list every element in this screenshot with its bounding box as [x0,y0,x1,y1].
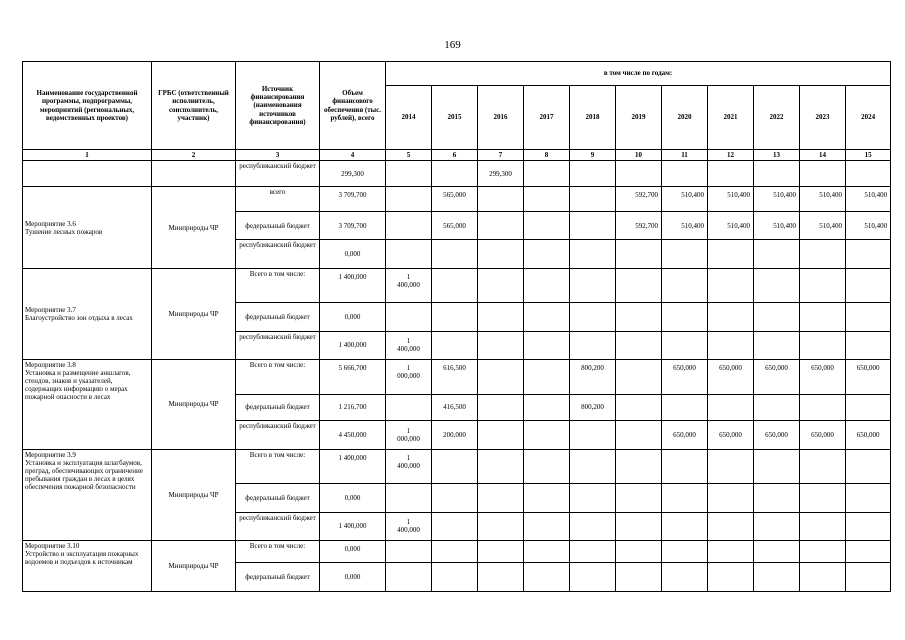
year-cell [708,240,754,268]
financing-table [22,61,891,592]
page-number: 169 [444,39,461,51]
year-cell [432,541,478,563]
year-cell [616,421,662,449]
year-cell [524,484,570,512]
year-cell [662,449,708,484]
year-cell [754,541,800,563]
volume-cell: 1 400,000 [320,268,386,303]
year-cell: 510,400 [662,211,708,239]
header-year: 2020 [662,86,708,150]
column-number: 13 [754,150,800,161]
year-cell [662,563,708,592]
column-number: 1 [23,150,152,161]
source-cell: всего [236,187,320,211]
year-cell [616,161,662,187]
column-number: 10 [616,150,662,161]
year-cell: 416,500 [432,394,478,420]
volume-cell: 0,000 [320,303,386,331]
year-cell [846,541,891,563]
year-cell: 565,000 [432,211,478,239]
source-cell: Всего в том числе: [236,449,320,484]
grbs-cell: Минприроды ЧР [152,449,236,540]
year-cell [524,541,570,563]
year-cell [570,449,616,484]
year-cell: 1 400,000 [386,512,432,540]
year-cell: 510,400 [800,211,846,239]
year-cell [478,541,524,563]
year-cell [616,512,662,540]
year-cell [570,303,616,331]
column-number: 8 [524,150,570,161]
volume-cell: 299,300 [320,161,386,187]
year-cell [754,240,800,268]
year-cell [708,484,754,512]
year-cell [432,161,478,187]
column-number: 5 [386,150,432,161]
year-cell [432,240,478,268]
volume-cell: 1 400,000 [320,449,386,484]
volume-cell: 1 400,000 [320,331,386,359]
year-cell [570,268,616,303]
year-cell [616,360,662,395]
year-cell [616,303,662,331]
header-year: 2022 [754,86,800,150]
column-number: 3 [236,150,320,161]
year-cell: 510,400 [708,211,754,239]
year-cell [846,161,891,187]
year-cell [662,394,708,420]
header-volume: Объем финансового обеспечения (тыс. рублей), всего [320,62,386,150]
year-cell [524,268,570,303]
year-cell: 800,200 [570,360,616,395]
year-cell [524,211,570,239]
header-name: Наименование государственной программы, подпрограммы, мероприятий (региональных, ведомственных проектов) [23,62,152,150]
year-cell [524,303,570,331]
year-cell [662,240,708,268]
year-cell: 510,400 [754,211,800,239]
year-cell [800,161,846,187]
year-cell [524,161,570,187]
header-source: Источник финансирования (наименования источников финансирования) [236,62,320,150]
year-cell [570,484,616,512]
year-cell [570,421,616,449]
header-year: 2016 [478,86,524,150]
table-row [23,360,891,395]
volume-cell: 5 666,700 [320,360,386,395]
year-cell: 510,400 [846,211,891,239]
year-cell [708,303,754,331]
volume-cell: 0,000 [320,563,386,592]
column-number: 9 [570,150,616,161]
year-cell [846,303,891,331]
year-cell [662,331,708,359]
year-cell: 650,000 [754,360,800,395]
year-cell [800,394,846,420]
year-cell [800,512,846,540]
year-cell: 650,000 [754,421,800,449]
source-cell: Всего в том числе: [236,268,320,303]
year-cell [846,331,891,359]
year-cell: 650,000 [662,360,708,395]
year-cell [754,449,800,484]
year-cell [432,512,478,540]
year-cell [570,541,616,563]
year-cell [754,394,800,420]
year-cell: 299,300 [478,161,524,187]
column-number: 7 [478,150,524,161]
year-cell [800,563,846,592]
source-cell: федеральный бюджет [236,563,320,592]
year-cell [616,240,662,268]
header-year: 2019 [616,86,662,150]
year-cell [800,331,846,359]
year-cell [708,563,754,592]
year-cell [846,484,891,512]
year-cell [524,360,570,395]
year-cell [754,331,800,359]
source-cell: Всего в том числе: [236,541,320,563]
year-cell [386,484,432,512]
year-cell [662,268,708,303]
year-cell [432,449,478,484]
year-cell [800,268,846,303]
column-number: 12 [708,150,754,161]
year-cell: 650,000 [800,360,846,395]
year-cell [478,394,524,420]
year-cell [616,484,662,512]
year-cell: 200,000 [432,421,478,449]
year-cell [386,187,432,211]
year-cell [800,541,846,563]
source-cell: федеральный бюджет [236,211,320,239]
year-cell [386,563,432,592]
year-cell: 510,400 [662,187,708,211]
year-cell [432,268,478,303]
year-cell: 510,400 [846,187,891,211]
year-cell: 510,400 [708,187,754,211]
grbs-cell: Минприроды ЧР [152,541,236,592]
source-cell: республиканский бюджет [236,421,320,449]
year-cell [432,331,478,359]
year-cell [478,240,524,268]
activity-name: Мероприятие 3.9 Установка и эксплуатация шлагбаумов, преград, обеспечивающих ограничение пребывания граждан в лесах в целях обеспечения пожарной безопасности [23,449,152,540]
volume-cell: 3 709,700 [320,211,386,239]
volume-cell: 0,000 [320,484,386,512]
year-cell [478,187,524,211]
activity-name: Мероприятие 3.7 Благоустройство зон отдыха в лесах [23,268,152,359]
year-cell [846,268,891,303]
year-cell: 1 000,000 [386,421,432,449]
year-cell [432,303,478,331]
year-cell [616,541,662,563]
year-cell [616,563,662,592]
year-cell [524,563,570,592]
year-cell [846,394,891,420]
year-cell: 592,700 [616,211,662,239]
grbs-cell [152,161,236,187]
source-cell: федеральный бюджет [236,394,320,420]
table-row [23,268,891,303]
table-row [23,161,891,187]
year-cell: 510,400 [754,187,800,211]
year-cell [754,512,800,540]
source-cell: республиканский бюджет [236,331,320,359]
year-cell [846,563,891,592]
header-year: 2018 [570,86,616,150]
year-cell [846,240,891,268]
year-cell [708,541,754,563]
year-cell [708,331,754,359]
grbs-cell: Минприроды ЧР [152,360,236,449]
volume-cell: 0,000 [320,541,386,563]
year-cell [570,187,616,211]
year-cell [616,394,662,420]
year-cell: 592,700 [616,187,662,211]
source-cell: республиканский бюджет [236,161,320,187]
year-cell [386,394,432,420]
year-cell [662,303,708,331]
header-year: 2021 [708,86,754,150]
column-number: 6 [432,150,478,161]
volume-cell: 1 400,000 [320,512,386,540]
column-number: 14 [800,150,846,161]
year-cell [570,331,616,359]
year-cell [524,512,570,540]
year-cell [800,303,846,331]
year-cell: 650,000 [708,360,754,395]
year-cell [478,331,524,359]
year-cell: 1 400,000 [386,331,432,359]
year-cell [524,449,570,484]
activity-name [23,161,152,187]
year-cell [478,268,524,303]
header-year: 2023 [800,86,846,150]
header-year: 2017 [524,86,570,150]
header-years-group: в том числе по годам: [386,62,891,86]
year-cell [754,563,800,592]
year-cell [524,394,570,420]
year-cell [570,211,616,239]
year-cell: 650,000 [662,421,708,449]
year-cell: 650,000 [846,360,891,395]
volume-cell: 3 709,700 [320,187,386,211]
activity-name: Мероприятие 3.8 Установка и размещение аншлагов, стендов, знаков и указателей, содержащих информацию о мерах пожарной опасности в лесах [23,360,152,449]
year-cell [478,421,524,449]
volume-cell: 4 450,000 [320,421,386,449]
year-cell: 1 400,000 [386,449,432,484]
year-cell: 650,000 [800,421,846,449]
year-cell [662,512,708,540]
year-cell [616,268,662,303]
header-grbs: ГРБС (ответственный исполнитель, соисполнитель, участник) [152,62,236,150]
year-cell [708,394,754,420]
activity-name: Мероприятие 3.6 Тушение лесных пожаров [23,187,152,268]
year-cell [524,331,570,359]
column-number: 4 [320,150,386,161]
year-cell: 616,500 [432,360,478,395]
year-cell [478,512,524,540]
year-cell [478,563,524,592]
year-cell: 510,400 [800,187,846,211]
year-cell: 565,000 [432,187,478,211]
header-year: 2015 [432,86,478,150]
activity-name: Мероприятие 3.10 Устройство и эксплуатация пожарных водоемов и подъездов к источникам [23,541,152,592]
year-cell [386,161,432,187]
year-cell [662,484,708,512]
year-cell [754,161,800,187]
year-cell [800,240,846,268]
year-cell [708,449,754,484]
column-number: 11 [662,150,708,161]
year-cell [846,449,891,484]
table-row [23,187,891,211]
grbs-cell: Минприроды ЧР [152,268,236,359]
year-cell [616,331,662,359]
year-cell [478,360,524,395]
source-cell: республиканский бюджет [236,240,320,268]
year-cell [662,161,708,187]
year-cell [386,303,432,331]
volume-cell: 1 216,700 [320,394,386,420]
year-cell [754,484,800,512]
year-cell [570,161,616,187]
source-cell: федеральный бюджет [236,484,320,512]
year-cell [386,240,432,268]
table-row [23,541,891,563]
year-cell: 650,000 [846,421,891,449]
year-cell [708,268,754,303]
year-cell [478,449,524,484]
year-cell [570,563,616,592]
source-cell: Всего в том числе: [236,360,320,395]
year-cell [754,268,800,303]
year-cell [432,563,478,592]
year-cell [478,484,524,512]
year-cell [524,187,570,211]
year-cell [616,449,662,484]
year-cell [754,303,800,331]
year-cell: 1 400,000 [386,268,432,303]
year-cell [524,421,570,449]
year-cell [846,512,891,540]
year-cell: 1 000,000 [386,360,432,395]
header-year: 2024 [846,86,891,150]
header-year: 2014 [386,86,432,150]
column-number: 15 [846,150,891,161]
table-row [23,449,891,484]
year-cell [386,211,432,239]
source-cell: республиканский бюджет [236,512,320,540]
year-cell [662,541,708,563]
volume-cell: 0,000 [320,240,386,268]
year-cell: 800,200 [570,394,616,420]
source-cell: федеральный бюджет [236,303,320,331]
year-cell [708,161,754,187]
year-cell [800,484,846,512]
year-cell: 650,000 [708,421,754,449]
year-cell [570,240,616,268]
year-cell [524,240,570,268]
year-cell [386,541,432,563]
column-number: 2 [152,150,236,161]
grbs-cell: Минприроды ЧР [152,187,236,268]
year-cell [478,303,524,331]
year-cell [478,211,524,239]
year-cell [708,512,754,540]
year-cell [570,512,616,540]
year-cell [800,449,846,484]
year-cell [432,484,478,512]
